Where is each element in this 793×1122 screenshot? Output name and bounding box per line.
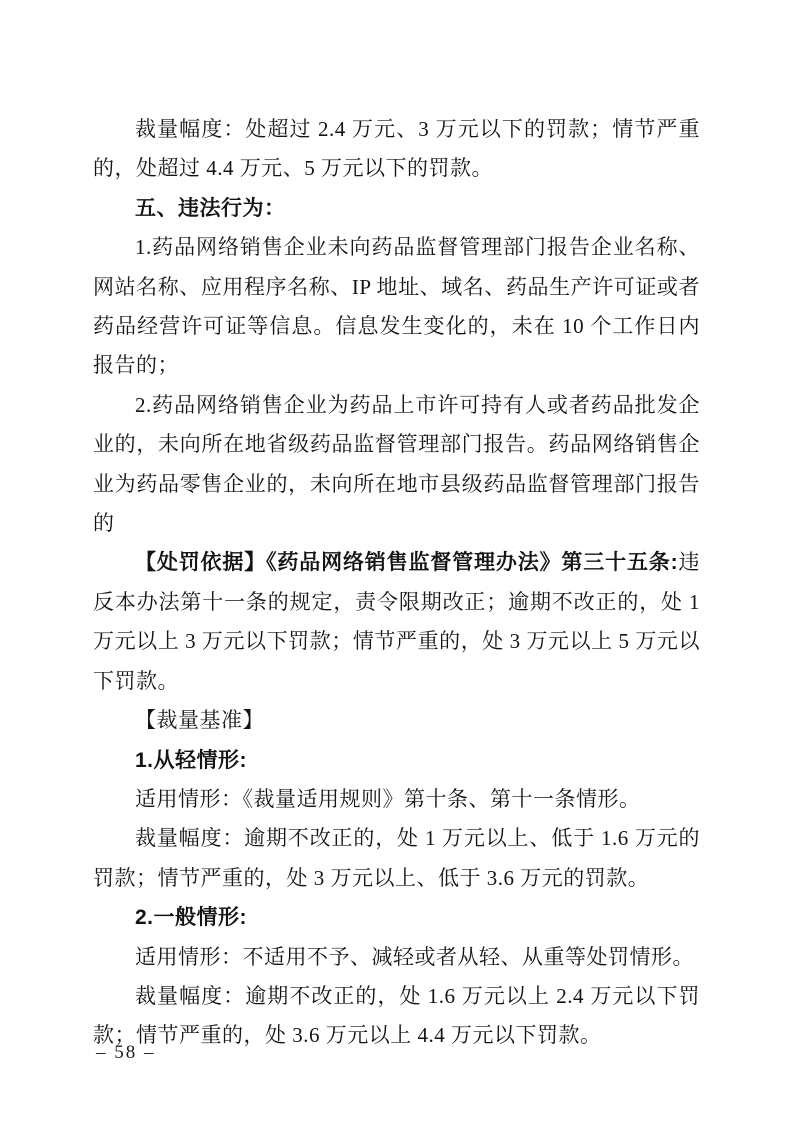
heading-lenient-circumstance: 1.从轻情形: [135, 748, 248, 772]
heading-section-five-illegal-acts: 五、违法行为： [135, 196, 286, 220]
label-discretion-benchmark: 【裁量基准】 [135, 708, 264, 733]
paragraph-lenient-discretion-range: 裁量幅度：逾期不改正的，处 1 万元以上、低于 1.6 万元的罚款；情节严重的，处 3 万元以上、低于 3.6 万元的罚款。 [93, 826, 700, 890]
paragraph-general-discretion-range: 裁量幅度：逾期不改正的，处 1.6 万元以上 2.4 万元以下罚款；情节严重的，处 3.6 万元以上 4.4 万元以下罚款。 [93, 983, 700, 1048]
paragraph-penalty-basis [93, 543, 700, 701]
document-body [93, 110, 700, 1056]
paragraph-violation-item-1: 1.药品网络销售企业未向药品监督管理部门报告企业名称、网站名称、应用程序名称、IP 地址、域名、药品生产许可证或者药品经营许可证等信息。信息发生变化的，未在 10 个工作日内报告的； [93, 235, 700, 378]
penalty-basis-label: 【处罚依据】《药品网络销售监督管理办法》第三十五条: [135, 551, 679, 575]
paragraph-violation-item-2: 2.药品网络销售企业为药品上市许可持有人或者药品批发企业的，未向所在地省级药品监督管理部门报告。药品网络销售企业为药品零售企业的，未向所在地市县级药品监督管理部门报告的 [93, 392, 700, 536]
heading-general-circumstance: 2.一般情形: [135, 906, 248, 930]
paragraph-lenient-applicable-situation: 适用情形：《裁量适用规则》第十条、第十一条情形。 [135, 786, 641, 811]
page-number: – 58 – [96, 1042, 156, 1063]
paragraph-discretion-range-previous: 裁量幅度：处超过 2.4 万元、3 万元以下的罚款；情节严重的，处超过 4.4 万元、5 万元以下的罚款。 [93, 117, 700, 181]
penalty-basis-text: 违反本办法第十一条的规定，责令限期改正；逾期不改正的，处 1 万元以上 3 万元以下罚款；情节严重的，处 3 万元以上 5 万元以下罚款。 [93, 550, 701, 693]
paragraph-general-applicable-situation: 适用情形：不适用不予、减轻或者从轻、从重等处罚情形。 [135, 944, 694, 969]
